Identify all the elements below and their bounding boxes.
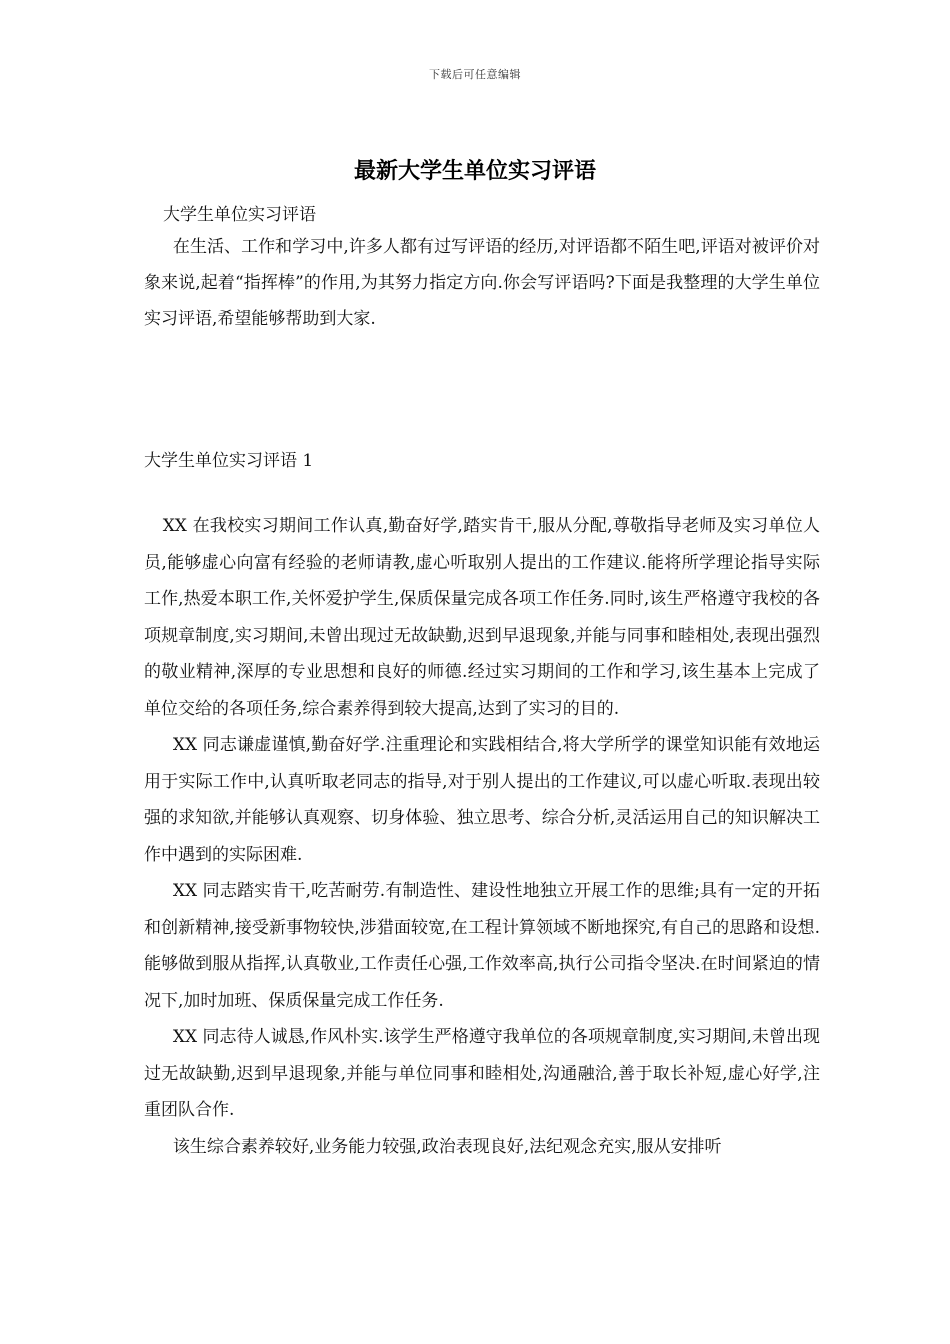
- section-heading: 大学生单位实习评语 1: [144, 451, 314, 471]
- body-paragraphs: [144, 508, 820, 1165]
- document-subtitle: 大学生单位实习评语: [163, 205, 316, 225]
- body-paragraph: XX 在我校实习期间工作认真,勤奋好学,踏实肯干,服从分配,尊敬指导老师及实习单位人员,能够虚心向富有经验的老师请教,虚心听取别人提出的工作建议.能将所学理论指导实际工作,热爱本职工作,关怀爱护学生,保质保量完成各项工作任务.同时,该生严格遵守我校的各项规章制度,实习期间,未曾出现过无故缺勤,迟到早退现象,并能与同事和睦相处,表现出强烈的敬业精神,深厚的专业思想和良好的师德.经过实习期间的工作和学习,该生基本上完成了单位交给的各项任务,综合素养得到较大提高,达到了实习的目的.: [144, 516, 820, 719]
- body-paragraph: 该生综合素养较好,业务能力较强,政治表现良好,法纪观念充实,服从安排听: [172, 1136, 722, 1157]
- body-paragraph: XX 同志待人诚恳,作风朴实.该学生严格遵守我单位的各项规章制度,实习期间,未曾出现过无故缺勤,迟到早退现象,并能与单位同事和睦相处,沟通融洽,善于取长补短,虚心好学,注重团队合作.: [144, 1027, 820, 1120]
- document-title: 最新大学生单位实习评语: [353, 158, 596, 184]
- intro-paragraph-block: [144, 229, 820, 337]
- intro-paragraph: 在生活、工作和学习中,许多人都有过写评语的经历,对评语都不陌生吧,评语对被评价对象来说,起着“指挥棒”的作用,为其努力指定方向.你会写评语吗?下面是我整理的大学生单位实习评语,希望能够帮助到大家.: [144, 237, 820, 329]
- body-paragraph: XX 同志谦虚谨慎,勤奋好学.注重理论和实践相结合,将大学所学的课堂知识能有效地运用于实际工作中,认真听取老同志的指导,对于别人提出的工作建议,可以虚心听取.表现出较强的求知欲,并能够认真观察、切身体验、独立思考、综合分析,灵活运用自己的知识解决工作中遇到的实际困难.: [144, 735, 820, 865]
- header-note: 下载后可任意编辑: [429, 68, 521, 81]
- body-paragraph: XX 同志踏实肯干,吃苦耐劳.有制造性、建设性地独立开展工作的思维;具有一定的开拓和创新精神,接受新事物较快,涉猎面较宽,在工程计算领域不断地探究,有自己的思路和设想.能够做到服从指挥,认真敬业,工作责任心强,工作效率高,执行公司指令坚决.在时间紧迫的情况下,加时加班、保质保量完成工作任务.: [144, 881, 820, 1011]
